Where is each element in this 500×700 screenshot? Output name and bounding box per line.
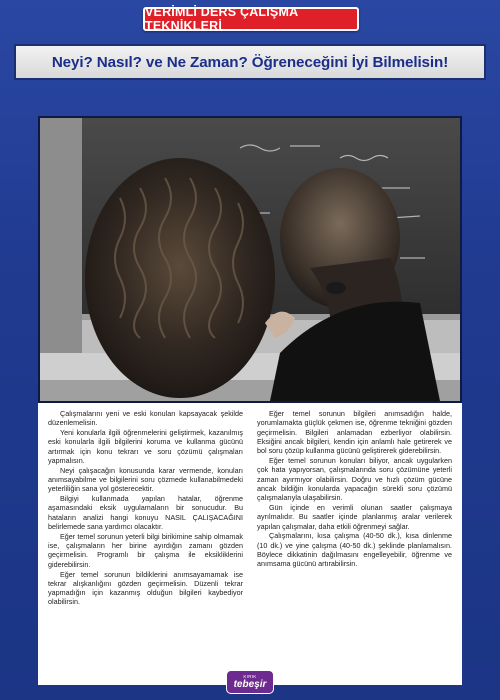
paragraph: Eğer temel sorunun bilgileri anımsadığın halde, yorumlamakta güçlük çekmen ise, öğrenme tekniğini gözden geçirmelisin. Bilgileri anlamadan ezberliyor olabilirsin. Eksiğini ancak bilgileri, kendin için anlamlı hale getirerek ve bol soru çözüp kullanma gücünü geliştirerek giderebilirsin. [257, 409, 452, 456]
text-panel [38, 403, 462, 685]
title-band [14, 44, 486, 80]
header-ribbon-label: VERİMLİ DERS ÇALIŞMA TEKNİKLERİ [145, 5, 298, 33]
logo-small-text: KIRIK [243, 674, 257, 679]
students-photo [38, 116, 462, 403]
paragraph: Çalışmalarını, kısa çalışma (40-50 dk.), kısa dinlenme (10 dk.) ve yine çalışma (40-50 dk.) şeklinde planlamalısın. Böylece dikkatinin dağılmasını engelleyebilir, öğrenme ve anımsama gücünü artırabilirsin. [257, 531, 452, 569]
page-title: Neyi? Nasıl? ve Ne Zaman? Öğreneceğini İyi Bilmelisin! [51, 53, 449, 71]
paragraph: Bilgiyi kullanmada yapılan hatalar, öğrenme aşamasındaki eksik uygulamaların bir sonucudur. Bu hataların analizi hangi konuyu NASIL ÇALIŞACAĞINI belirlemede sana yardımcı olacaktır. [48, 494, 243, 532]
students-at-blackboard-photo [40, 118, 460, 401]
left-column [48, 409, 243, 679]
paragraph: Eğer temel sorunun yeterli bilgi birikimine sahip olmamak ise, çalışmaların her birine ayırdığın zamanı gözden geçirmelisin. Programlı bir çalışma ile eksikliklerini giderebilirsin. [48, 531, 243, 569]
paragraph: Eğer temel sorunun konuları biliyor, ancak uygularken çok hata yapıyorsan, çalışmalarında soru çözümüne yeterli zaman ayırmıyor olabilirsin. Doğru ve hızlı çözüm gücüne ancak bildiğin konularda yapacağın sürekli soru çözümü çalışmalarıyla ulaşabilirsin. [257, 455, 452, 503]
paragraph: Yeni konularla ilgili öğrenmelerini geliştirmek, kazanılmış eski konularla ilgili bilgilerini koruma ve kullanma gücünü artırmak için konu tekrarı ve soru çözümü çalışmaları yapmalısın. [48, 428, 243, 465]
logo-big-text: tebeşir [233, 679, 267, 690]
header-ribbon [143, 7, 359, 31]
right-column [257, 409, 452, 679]
paragraph: Eğer temel sorunun bildiklerini anımsayamamak ise tekrar alışkanlığını gözden geçirmelisin. Düzenli tekrar yapmadığın için kazanmış olduğun bilgileri kaybediyor olabilirsin. [48, 569, 243, 607]
paragraph: Neyi çalışacağın konusunda karar vermende, konuları anımsayabilme ve bilgilerini soru çözmede kullanabilmedeki yeterliliğin sana yol gösterecektir. [48, 465, 243, 494]
paragraph: Çalışmalarını yeni ve eski konuları kapsayacak şekilde düzenlemelisin. [48, 409, 243, 428]
publisher-logo [226, 670, 274, 694]
paragraph: Gün içinde en verimli olunan saatler çalışmaya ayrılmalıdır. Bu saatler içinde planlanmış aralar verilerek yapılan çalışmalar, daha etkili öğrenmeyi sağlar. [257, 502, 452, 531]
